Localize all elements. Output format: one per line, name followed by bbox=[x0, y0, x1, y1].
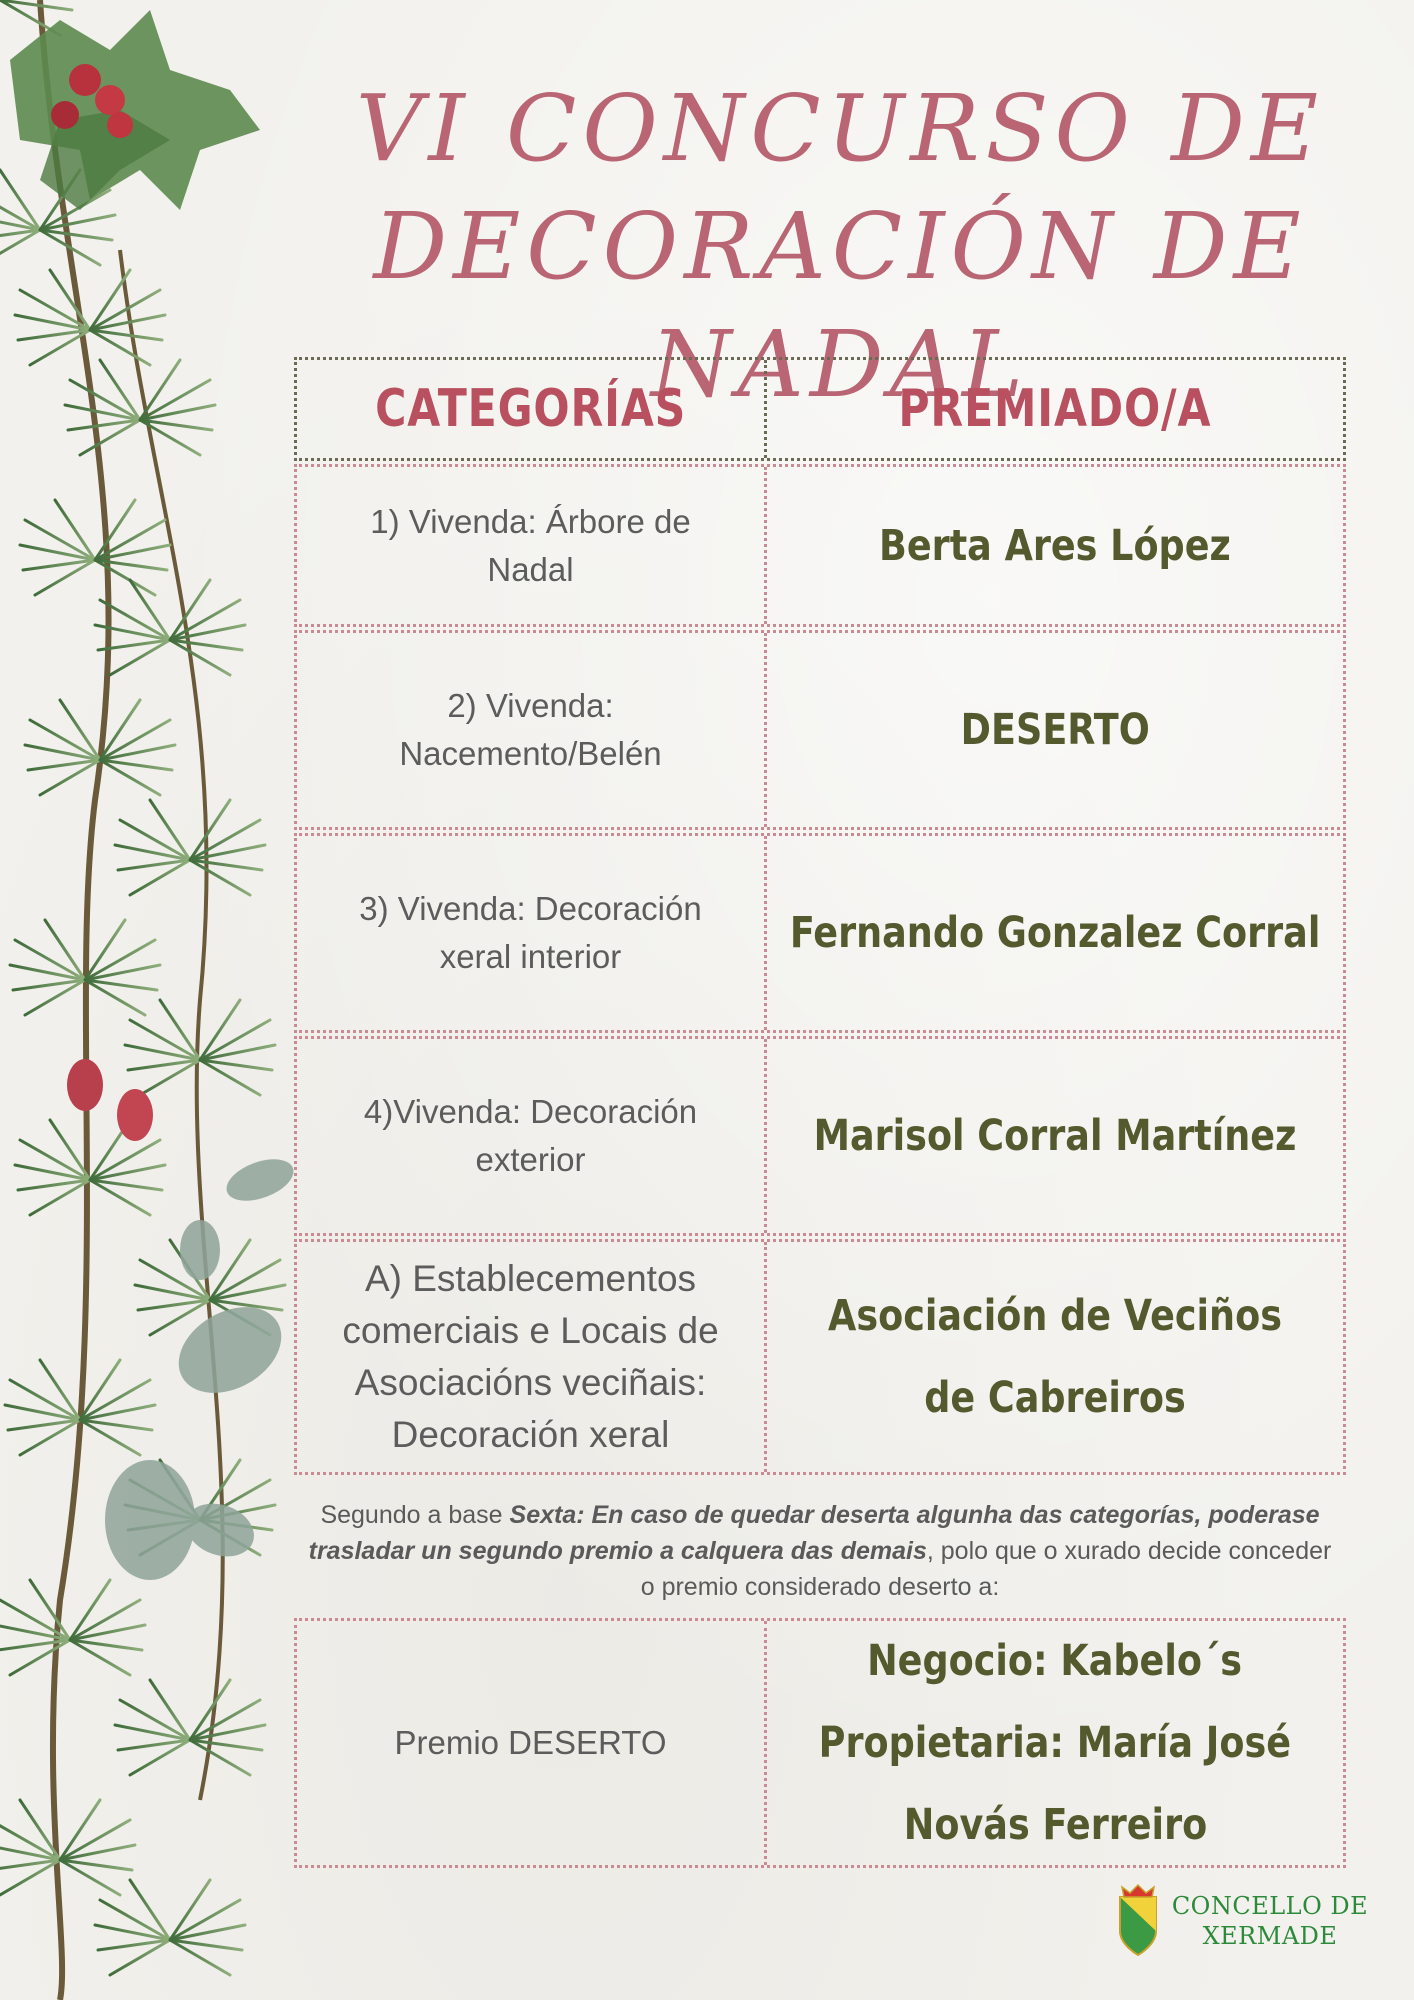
winner-cell: Berta Ares López bbox=[879, 520, 1231, 571]
table-row bbox=[294, 833, 1346, 1033]
special-business: Negocio: Kabelo´s bbox=[867, 1636, 1243, 1686]
concello-logo bbox=[1114, 1883, 1374, 1963]
title-line-1: VI CONCURSO DE bbox=[355, 75, 1325, 182]
rules-note bbox=[300, 1497, 1340, 1605]
winner-cell: Marisol Corral Martínez bbox=[813, 1111, 1297, 1161]
title-line-2: DECORACIÓN DE NADAL bbox=[373, 193, 1307, 418]
special-owner: Propietaria: María José bbox=[818, 1718, 1292, 1768]
winner-cell: DESERTO bbox=[960, 705, 1150, 755]
note-prefix: Segundo a base bbox=[320, 1501, 510, 1529]
category-cell: 3) Vivenda: Decoración xeral interior bbox=[359, 890, 702, 975]
category-cell: 2) Vivenda: Nacemento/Belén bbox=[399, 687, 662, 772]
special-prize-row bbox=[294, 1618, 1346, 1868]
category-cell: 1) Vivenda: Árbore de Nadal bbox=[370, 502, 691, 588]
winner-cell: Asociación de Veciños de Cabreiros bbox=[828, 1291, 1282, 1423]
logo-line-1: CONCELLO DE bbox=[1171, 1892, 1369, 1920]
note-bold: Sexta: En caso de quedar deserta algunha das categorías, poderase trasladar un segundo premio a calquera das demais bbox=[308, 1501, 1320, 1565]
category-cell: 4)Vivenda: Decoración exterior bbox=[363, 1093, 698, 1178]
table-row bbox=[294, 464, 1346, 627]
coat-of-arms-icon bbox=[1114, 1883, 1162, 1959]
header-categories: CATEGORÍAS bbox=[374, 379, 687, 439]
special-category: Premio DESERTO bbox=[394, 1724, 667, 1761]
logo-line-2: XERMADE bbox=[1202, 1922, 1338, 1950]
header-winner: PREMIADO/A bbox=[898, 379, 1212, 439]
table-row bbox=[294, 1036, 1346, 1236]
table-row bbox=[294, 1239, 1346, 1475]
category-cell: A) Establecementos comerciais e Locais de Asociacións veciñais: Decoración xeral bbox=[342, 1258, 719, 1455]
table-header bbox=[294, 357, 1346, 461]
special-owner-surname: Novás Ferreiro bbox=[903, 1800, 1207, 1850]
table-row bbox=[294, 630, 1346, 830]
winner-cell: Fernando Gonzalez Corral bbox=[789, 908, 1321, 958]
note-suffix: , polo que o xurado decide conceder o premio considerado deserto a: bbox=[640, 1537, 1332, 1601]
